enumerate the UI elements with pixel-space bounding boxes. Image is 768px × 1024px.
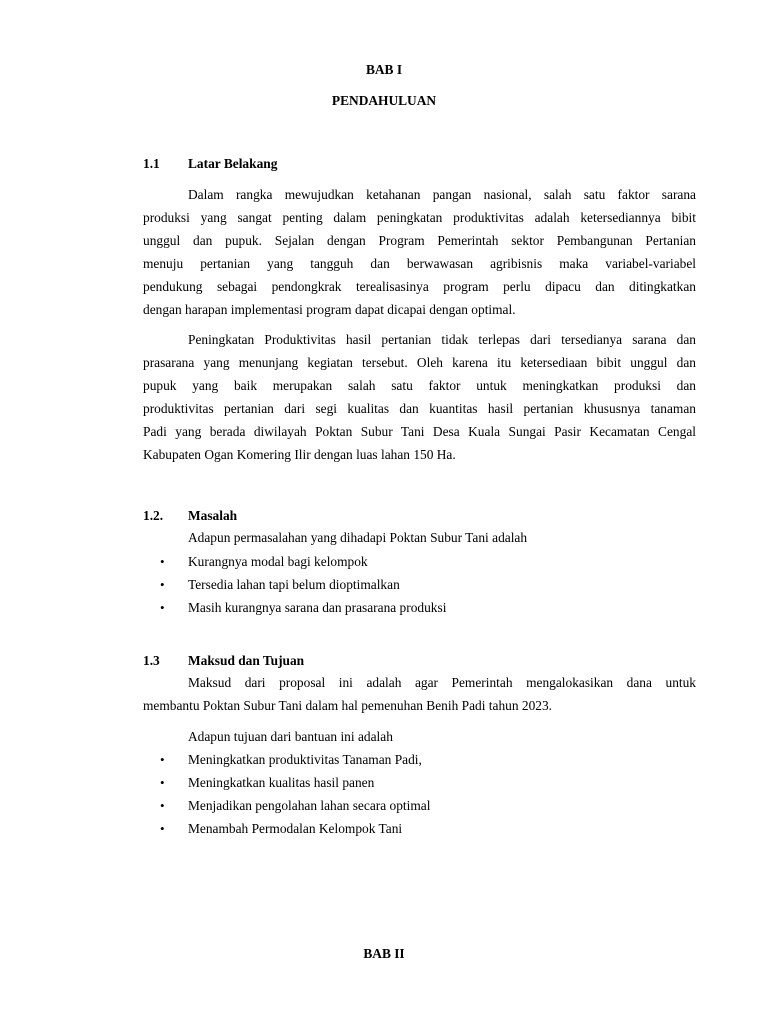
- section-number: 1.2.: [143, 508, 164, 523]
- paragraph-maksud: [143, 671, 696, 717]
- section-number: 1.1: [143, 156, 160, 171]
- text-line: prasarana yang menunjang kegiatan tersebut. Oleh karena itu ketersediaan bibit unggul dan: [143, 355, 696, 370]
- text-line: produksi yang sangat penting dalam peningkatan produktivitas adalah ketersediannya bibit: [143, 210, 696, 225]
- text-line: Peningkatan Produktivitas hasil pertanian tidak terlepas dari tersedianya sarana dan: [188, 332, 696, 347]
- tujuan-intro: Adapun tujuan dari bantuan ini adalah: [188, 729, 393, 744]
- masalah-intro: Adapun permasalahan yang dihadapi Poktan Subur Tani adalah: [188, 530, 528, 545]
- section-title: Masalah: [188, 508, 238, 523]
- paragraph-latar-belakang-1: [143, 183, 696, 321]
- bullet-icon: •: [160, 752, 165, 767]
- list-item-text: Meningkatkan kualitas hasil panen: [188, 775, 375, 790]
- list-item-text: Meningkatkan produktivitas Tanaman Padi,: [188, 752, 422, 767]
- bullet-icon: •: [160, 600, 165, 615]
- paragraph-latar-belakang-2: [143, 328, 696, 466]
- list-item-text: Tersedia lahan tapi belum dioptimalkan: [188, 577, 400, 592]
- list-item-text: Menambah Permodalan Kelompok Tani: [188, 821, 403, 836]
- section-title: Latar Belakang: [188, 156, 278, 171]
- section-number: 1.3: [143, 653, 160, 668]
- text-line: Maksud dari proposal ini adalah agar Pemerintah mengalokasikan dana untuk: [188, 675, 696, 690]
- bullet-icon: •: [160, 798, 165, 813]
- text-line: pendukung sebagai pendongkrak terealisasinya program perlu dipacu dan ditingkatkan: [143, 279, 696, 294]
- bullet-icon: •: [160, 775, 165, 790]
- chapter-title: PENDAHULUAN: [331, 93, 437, 108]
- next-chapter-label: BAB II: [363, 946, 405, 961]
- text-line: dengan harapan implementasi program dapat dicapai dengan optimal.: [143, 302, 516, 317]
- text-line: Padi yang berada diwilayah Poktan Subur Tani Desa Kuala Sungai Pasir Kecamatan Cengal: [143, 424, 696, 439]
- text-line: unggul dan pupuk. Sejalan dengan Program Pemerintah sektor Pembangunan Pertanian: [143, 233, 696, 248]
- bullet-icon: •: [160, 821, 165, 836]
- bullet-icon: •: [160, 577, 165, 592]
- text-line: menuju pertanian yang tangguh dan berwawasan agribisnis maka variabel-variabel: [143, 256, 696, 271]
- section-title: Maksud dan Tujuan: [188, 653, 305, 668]
- text-line: Dalam rangka mewujudkan ketahanan pangan nasional, salah satu faktor sarana: [188, 187, 696, 202]
- list-item-text: Menjadikan pengolahan lahan secara optimal: [188, 798, 431, 813]
- text-line: membantu Poktan Subur Tani dalam hal pemenuhan Benih Padi tahun 2023.: [143, 698, 553, 713]
- bullet-icon: •: [160, 554, 165, 569]
- text-line: pupuk yang baik merupakan salah satu faktor untuk meningkatkan produksi dan: [143, 378, 696, 393]
- chapter-label: BAB I: [365, 62, 403, 77]
- list-item-text: Masih kurangnya sarana dan prasarana produksi: [188, 600, 447, 615]
- text-line: produktivitas pertanian dari segi kualitas dan kuantitas hasil pertanian khususnya tanaman: [143, 401, 696, 416]
- text-line: Kabupaten Ogan Komering Ilir dengan luas lahan 150 Ha.: [143, 447, 456, 462]
- list-item-text: Kurangnya modal bagi kelompok: [188, 554, 368, 569]
